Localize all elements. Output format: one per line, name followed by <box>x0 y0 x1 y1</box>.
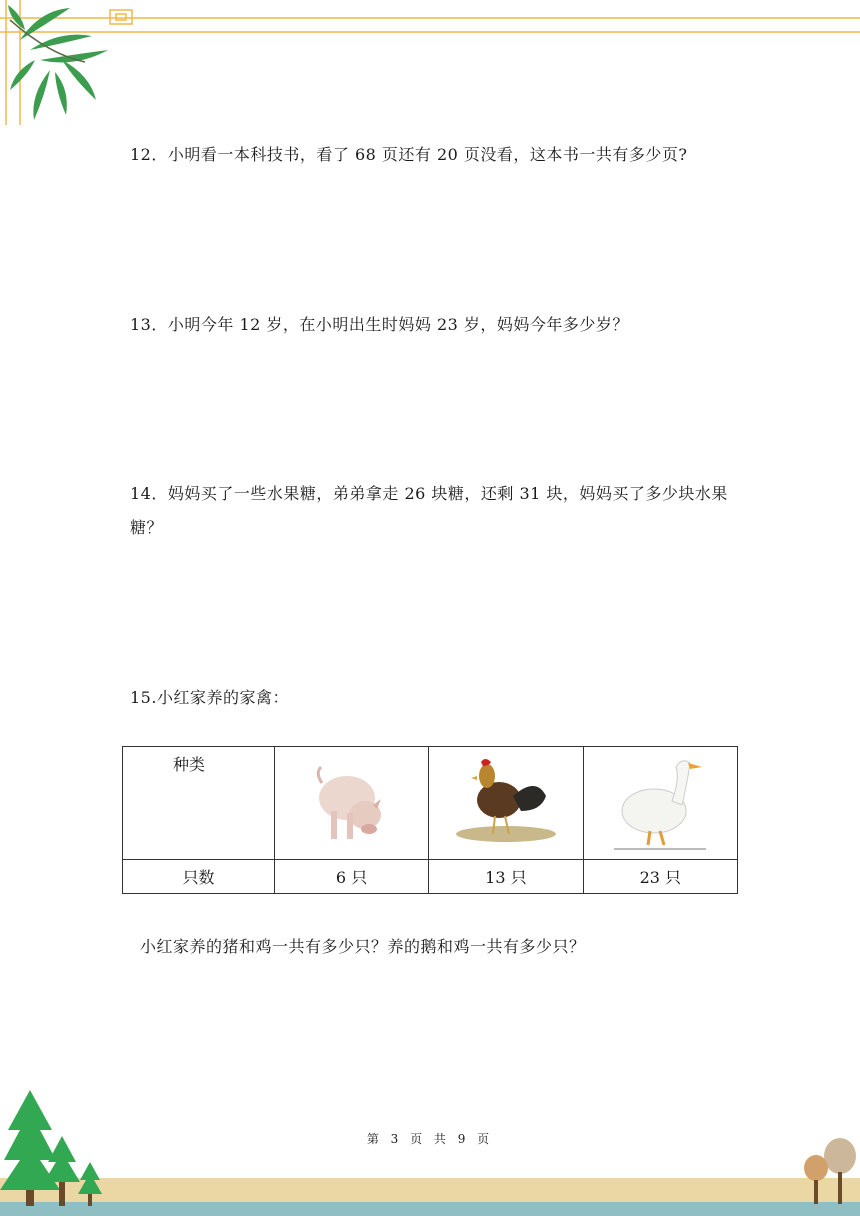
table-row <box>123 860 738 894</box>
table-cell <box>274 747 428 860</box>
pig-image <box>307 753 397 849</box>
question-12: 12．小明看一本科技书，看了 68 页还有 20 页没看，这本书一共有多少页? <box>130 145 688 164</box>
table-cell <box>123 747 275 860</box>
question-13: 13．小明今年 12 岁，在小明出生时妈妈 23 岁，妈妈今年多少岁？ <box>130 315 629 334</box>
pig-count: 6 只 <box>274 860 428 894</box>
bamboo-leaves-icon <box>8 5 108 120</box>
ground-strip <box>0 1202 860 1216</box>
pine-trees-icon <box>0 1090 110 1206</box>
question-14: 14．妈妈买了一些水果糖，弟弟拿走 26 块糖，还剩 31 块，妈妈买了多少块水果糖？ <box>130 484 728 537</box>
goose-count: 23 只 <box>583 860 737 894</box>
rooster-count: 13 只 <box>429 860 583 894</box>
corner-frame-decoration <box>0 0 860 130</box>
table-cell <box>429 747 583 860</box>
question-15: 15.小红家养的家禽： <box>130 688 289 707</box>
table-cell <box>583 747 737 860</box>
page-footer: 第 3 页 共 9 页 <box>366 1132 494 1146</box>
type-header-label: 种类 <box>173 754 206 774</box>
count-header-label: 只数 <box>123 860 275 894</box>
round-trees-icon <box>800 1136 860 1206</box>
sub-question: 小红家养的猪和鸡一共有多少只？养的鹅和鸡一共有多少只？ <box>140 937 586 956</box>
rooster-image <box>451 756 561 846</box>
poultry-table <box>122 746 738 894</box>
table-row <box>123 747 738 860</box>
goose-image <box>610 749 710 853</box>
